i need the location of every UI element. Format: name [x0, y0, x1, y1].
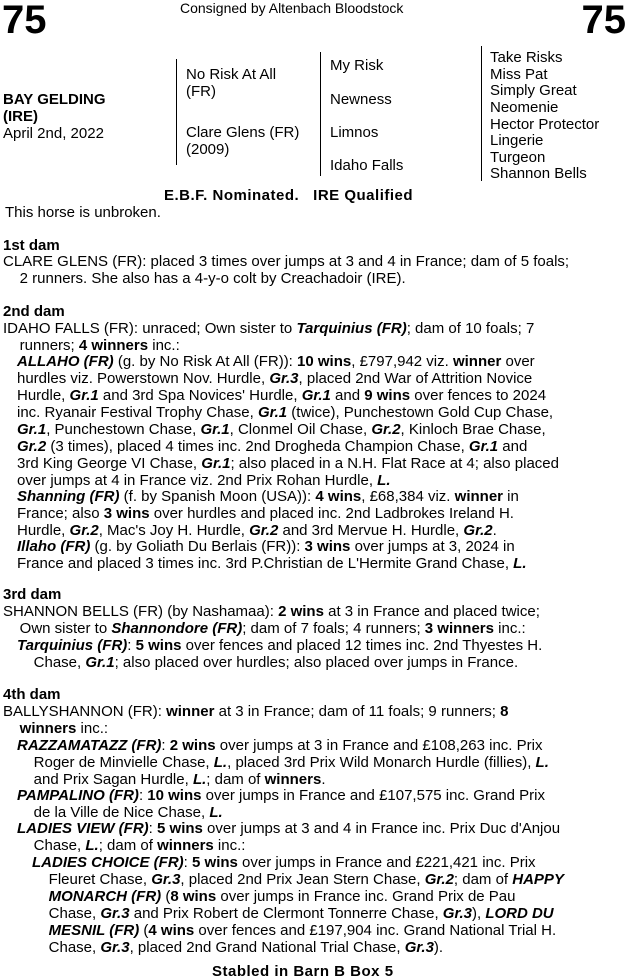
pedigree-dam-sire: Limnos: [330, 124, 379, 141]
pedigree-g5: Hector Protector: [490, 116, 600, 133]
pedigree-g8: Shannon Bells: [490, 165, 587, 182]
pedigree-g2: Miss Pat: [490, 66, 548, 83]
unbroken-note: This horse is unbroken.: [5, 204, 161, 221]
fourth-dam-text: BALLYSHANNON (FR): winner at 3 in France; dam of 11 foals; 9 runners; 8 winners inc.:: [3, 703, 509, 737]
pedigree-dam: Clare Glens (FR): [186, 124, 300, 141]
foaling-date: April 2nd, 2022: [3, 125, 104, 142]
produce-shanning: Shanning (FR) (f. by Spanish Moon (USA)): 4 wins, £68,384 viz. winner in France; also 3 wins over hurdles and placed inc. 2nd Ladbrokes Ireland H. Hurdle, Gr.2, Mac's Joy H. Hurdle, Gr.2 and 3rd Mervue H. Hurdle, Gr.2.: [17, 488, 519, 539]
pedigree-g3: Simply Great: [490, 82, 577, 99]
pedigree-g6: Lingerie: [490, 132, 544, 149]
pedigree-sire-sire: My Risk: [330, 57, 384, 74]
produce-illaho: Illaho (FR) (g. by Goliath Du Berlais (FR)): 3 wins over jumps at 3, 2024 in France and placed 3 times inc. 3rd P.Christian de L'Hermite Grand Chase, L.: [17, 538, 527, 572]
produce-razzamatazz: RAZZAMATAZZ (FR): 2 wins over jumps at 3 in France and £108,263 inc. Prix Roger de Minvielle Chase, L., placed 3rd Prix Wild Monarch Hurdle (fillies), L. and Prix Sagan Hurdle, L.; dam of winners.: [17, 737, 549, 788]
lot-number-left: 75: [2, 0, 47, 42]
horse-description: BAY GELDING: [3, 91, 106, 108]
produce-tarquinius: Tarquinius (FR): 5 wins over fences and placed 12 times inc. 2nd Thyestes H. Chase, Gr.1; also placed over hurdles; also placed over jumps in France.: [17, 637, 543, 671]
pedigree-sire-country: (FR): [186, 83, 216, 100]
pedigree-bracket-1: [176, 59, 177, 165]
lot-number-right: 75: [581, 0, 626, 42]
pedigree-g4: Neomenie: [490, 99, 559, 116]
first-dam-heading: 1st dam: [3, 237, 60, 254]
pedigree-g1: Take Risks: [490, 49, 563, 66]
second-dam-heading: 2nd dam: [3, 303, 65, 320]
third-dam-text: SHANNON BELLS (FR) (by Nashamaa): 2 wins at 3 in France and placed twice; Own sister to Shannondore (FR); dam of 7 foals; 4 runners; 3 winners inc.:: [3, 603, 540, 637]
produce-ladies-view: LADIES VIEW (FR): 5 wins over jumps at 3 and 4 in France inc. Prix Duc d'Anjou Chase, L.; dam of winners inc.:: [17, 820, 561, 854]
consignor: Consigned by Altenbach Bloodstock: [180, 0, 404, 16]
second-dam-text: IDAHO FALLS (FR): unraced; Own sister to Tarquinius (FR); dam of 10 foals; 7 runners; 4 winners inc.:: [3, 320, 535, 354]
first-dam-text: CLARE GLENS (FR): placed 3 times over jumps at 3 and 4 in France; dam of 5 foals; 2 runners. She also has a 4-y-o colt by Creachadoir (IRE).: [3, 253, 570, 287]
produce-ladies-choice: LADIES CHOICE (FR): 5 wins over jumps in France and £221,421 inc. Prix Fleuret Chase, Gr.3, placed 2nd Prix Jean Stern Chase, Gr.2; dam of HAPPY MONARCH (FR) (8 wins over jumps in France inc. Grand Prix de Pau Chase, Gr.3 and Prix Robert de Clermont Tonnerre Chase, Gr.3), LORD DU MESNIL (FR) (4 wins over fences and £197,904 inc. Grand National Trial H. Chase, Gr.3, placed 2nd Grand National Trial Chase, Gr.3).: [32, 854, 564, 956]
stabling-info: Stabled in Barn B Box 5: [212, 963, 394, 980]
pedigree-bracket-2: [320, 52, 321, 176]
produce-allaho: ALLAHO (FR) (g. by No Risk At All (FR)): 10 wins, £797,942 viz. winner over hurdles viz. Powerstown Nov. Hurdle, Gr.3, placed 2nd War of Attrition Novice Hurdle, Gr.1 and 3rd Spa Novices' Hurdle, Gr.1 and 9 wins over fences to 2024 inc. Ryanair Festival Trophy Chase, Gr.1 (twice), Punchestown Gold Cup Chase, Gr.1, Punchestown Chase, Gr.1, Clonmel Oil Chase, Gr.2, Kinloch Brae Chase, Gr.2 (3 times), placed 4 times inc. 2nd Drogheda Champion Chase, Gr.1 and 3rd King George VI Chase, Gr.1; also placed in a N.H. Flat Race at 4; also placed over jumps at 4 in France viz. 2nd Prix Rohan Hurdle, L.: [17, 353, 559, 489]
third-dam-heading: 3rd dam: [3, 586, 62, 603]
pedigree-sire: No Risk At All: [186, 66, 277, 83]
produce-pampalino: PAMPALINO (FR): 10 wins over jumps in France and £107,575 inc. Grand Prix de la Ville de Nice Chase, L.: [17, 787, 545, 821]
pedigree-bracket-3: [481, 46, 482, 181]
pedigree-dam-dam: Idaho Falls: [330, 157, 404, 174]
pedigree-dam-year: (2009): [186, 141, 230, 158]
eligibility-line: E.B.F. Nominated. IRE Qualified: [164, 187, 414, 204]
pedigree-sire-dam: Newness: [330, 91, 392, 108]
fourth-dam-heading: 4th dam: [3, 686, 61, 703]
pedigree-g7: Turgeon: [490, 149, 546, 166]
horse-country: (IRE): [3, 108, 38, 125]
